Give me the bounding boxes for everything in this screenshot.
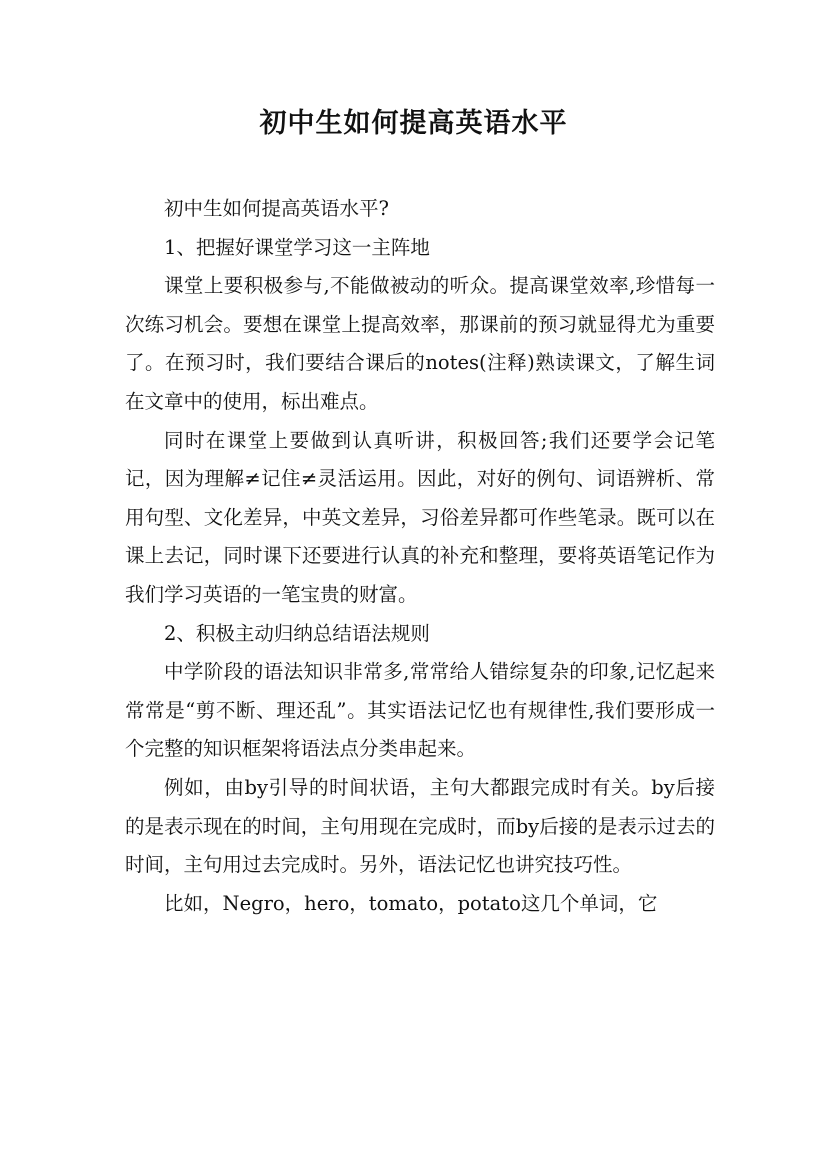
paragraph-question: 初中生如何提高英语水平? bbox=[164, 197, 389, 220]
paragraph-note-taking: 同时在课堂上要做到认真听讲，积极回答;我们还要学会记笔记，因为理解≠记住≠灵活运用。因此，对好的例句、词语辨析、常用句型、文化差异，中英文差异，习俗差异都可作些笔录。既可以在课上去记，同时课下还要进行认真的补充和整理，要将英语笔记作为我们学习英语的一笔宝贵的财富。 bbox=[125, 428, 715, 606]
document-title: 初中生如何提高英语水平 bbox=[259, 108, 568, 139]
paragraph-by-example: 例如，由by引导的时间状语，主句大都跟完成时有关。by后接的是表示现在的时间，主句用现在完成时，而by后接的是表示过去的时间，主句用过去完成时。另外，语法记忆也讲究技巧性。 bbox=[125, 775, 715, 877]
paragraph-classroom-participation: 课堂上要积极参与,不能做被动的听众。提高课堂效率,珍惜每一次练习机会。要想在课堂上提高效率，那课前的预习就显得尤为重要了。在预习时，我们要结合课后的notes(注释)熟读课文，了解生词在文章中的使用，标出难点。 bbox=[125, 274, 715, 413]
document-body bbox=[125, 190, 715, 923]
section-heading-1: 1、把握好课堂学习这一主阵地 bbox=[164, 235, 430, 259]
paragraph-grammar-knowledge: 中学阶段的语法知识非常多,常常给人错综复杂的印象,记忆起来常常是“剪不断、理还乱”。其实语法记忆也有规律性,我们要形成一个完整的知识框架将语法点分类串起来。 bbox=[125, 660, 715, 761]
paragraph-word-example: 比如，Negro，hero，tomato，potato这几个单词，它 bbox=[164, 891, 658, 915]
section-heading-2: 2、积极主动归纳总结语法规则 bbox=[164, 621, 430, 645]
